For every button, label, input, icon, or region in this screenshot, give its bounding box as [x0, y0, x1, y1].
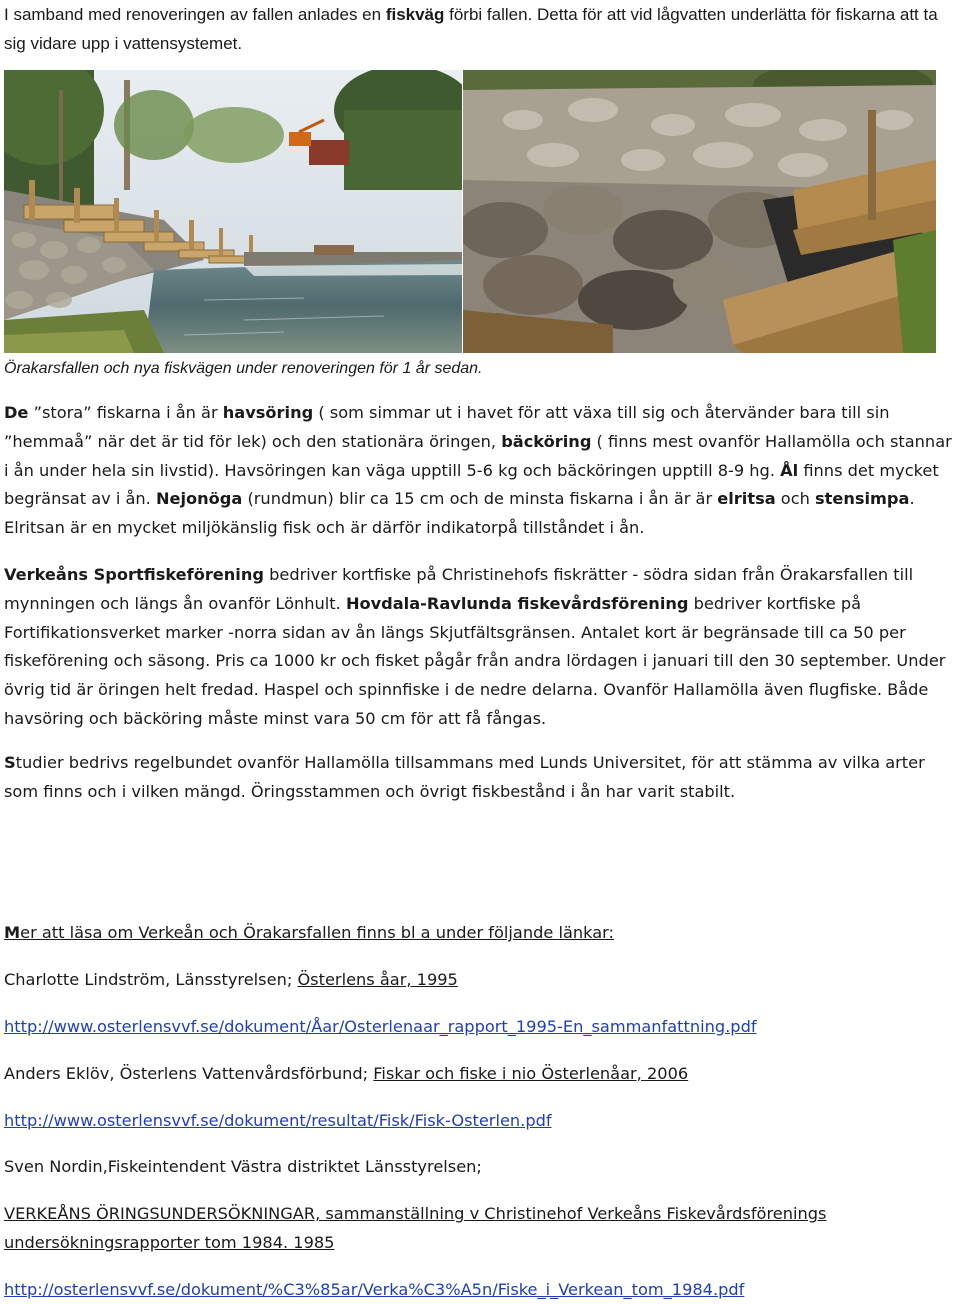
reference-url-2 [4, 1107, 954, 1135]
reference-title-text: undersökningsrapporter tom 1984. 1985 [4, 1233, 335, 1252]
para1-lead: De [4, 403, 29, 422]
para1-text-4: finns det mycket begränsat av i ån. [4, 460, 939, 509]
reference-url-3 [4, 1276, 954, 1304]
links-heading-text: er att läsa om Verkeån och Örakarsfallen finns bl a under följande länkar: [20, 923, 614, 942]
reference-title-link[interactable]: Österlens åar, 1995 [297, 970, 458, 989]
url-link[interactable]: http://www.osterlensvvf.se/dokument/Åar/Osterlenaar_rapport_1995-En_sammanfattning.pdf [4, 1017, 757, 1036]
para1-text-6: och [775, 489, 815, 509]
para2-text-2: bedriver kortfiske på Fortifikationsverket marker -norra sidan av ån längs Skjutfältsgränsen. Antalet kort är begränsade till ca 50 per fiskeförening och säsong. Pris ca 1000 kr och fisket pågår från andra lördagen i januari till den 30 september. Under övrig tid är öringen helt fredad. Haspel och spinnfiske i de nedre delarna. Ovanför Hallamölla även flugfiske. Både havsöring och bäcköring måste minst vara 50 cm för att få fångas. [4, 593, 946, 728]
para2-bold-verkeans: Verkeåns Sportfiskeförening [4, 565, 264, 584]
reference-author: Anders Eklöv, Österlens Vattenvårdsförbund; [4, 1064, 374, 1083]
photo-caption: Örakarsfallen och nya fiskvägen under renoveringen för 1 år sedan. [4, 360, 483, 377]
intro-paragraph [4, 0, 954, 58]
para1-bold-al: Ål [780, 460, 799, 480]
reference-title-verkeans-line2[interactable] [4, 1229, 954, 1257]
para2-bold-hovdala: Hovdala-Ravlunda fiskevårdsförening [345, 593, 689, 613]
reference-title-text: VERKEÅNS ÖRINGSUNDERSÖKNINGAR, sammanställning v Christinehof Verkeåns Fiskevårdsförenings [4, 1204, 827, 1223]
para1-bold-elritsa: elritsa [717, 489, 776, 509]
url-link[interactable]: http://www.osterlensvvf.se/dokument/resultat/Fisk/Fisk-Osterlen.pdf [4, 1111, 552, 1130]
links-heading [4, 919, 954, 947]
para1-text-3: ( finns mest ovanför Hallamölla och stannar i ån under hela sin livstid). Havsöringen kan väga upptill 5-6 kg och bäcköringen upptill 8-9 hg. [4, 431, 952, 480]
studies-paragraph [4, 749, 958, 807]
para3-text: tudier bedrivs regelbundet ovanför Hallamölla tillsammans med Lunds Universitet, för att stämma av vilka arter som finns och i vilken mängd. Öringsstammen och övrigt fiskbestånd i ån har varit stabilt. [4, 753, 925, 801]
intro-text-end: förbi fallen. Detta för att vid lågvatten underlätta för fiskarna att ta sig vidare upp i vattensystemet. [4, 5, 938, 53]
reference-title-verkeans-line1[interactable] [4, 1200, 954, 1228]
reference-author: Charlotte Lindström, Länsstyrelsen; [4, 970, 298, 989]
para1-bold-backoring: bäcköring [501, 431, 592, 451]
intro-text: I samband med renoveringen av fallen anlades en [4, 5, 386, 24]
links-heading-lead: M [4, 923, 21, 942]
reference-nordin [4, 1153, 954, 1181]
reference-eklov [4, 1060, 954, 1088]
url-link[interactable]: http://osterlensvvf.se/dokument/%C3%85ar/Verka%C3%A5n/Fiske_i_Verkean_tom_1984.pdf [4, 1280, 745, 1299]
para1-text-1: ”stora” fiskarna i ån är [28, 403, 223, 422]
intro-bold-fiskvag: fiskväg [385, 5, 445, 24]
para1-bold-stensimpa: stensimpa [815, 489, 910, 509]
renovation-rocks-photo [463, 70, 936, 353]
fish-species-paragraph [4, 399, 958, 543]
para1-text-7: . Elritsan är en mycket miljökänslig fisk och är därför indikatorpå tillståndet i ån. [4, 489, 915, 538]
reference-author: Sven Nordin,Fiskeintendent Västra distriktet Länsstyrelsen; [4, 1157, 482, 1176]
para1-text-2: ( som simmar ut i havet för att växa till sig och återvänder bara till sin ”hemmaå” när det är tid för lek) och den stationära öringen, [4, 403, 890, 451]
reference-title-link[interactable]: Fiskar och fiske i nio Österlenåar, 2006 [373, 1064, 689, 1083]
para1-bold-nejonoga: Nejonöga [155, 489, 243, 509]
para3-lead: S [4, 753, 16, 772]
reference-url-1 [4, 1013, 954, 1041]
reference-lindstrom [4, 966, 954, 994]
para2-text-1: bedriver kortfiske på Christinehofs fiskrätter - södra sidan från Örakarsfallen till mynningen och längs ån ovanför Lönhult. [4, 565, 914, 613]
fishway-photo [4, 70, 462, 353]
fishing-rules-paragraph [4, 561, 958, 734]
para1-bold-havsoring: havsöring [222, 403, 314, 422]
para1-text-5: (rundmun) blir ca 15 cm och de minsta fiskarna i ån är är [242, 489, 718, 509]
